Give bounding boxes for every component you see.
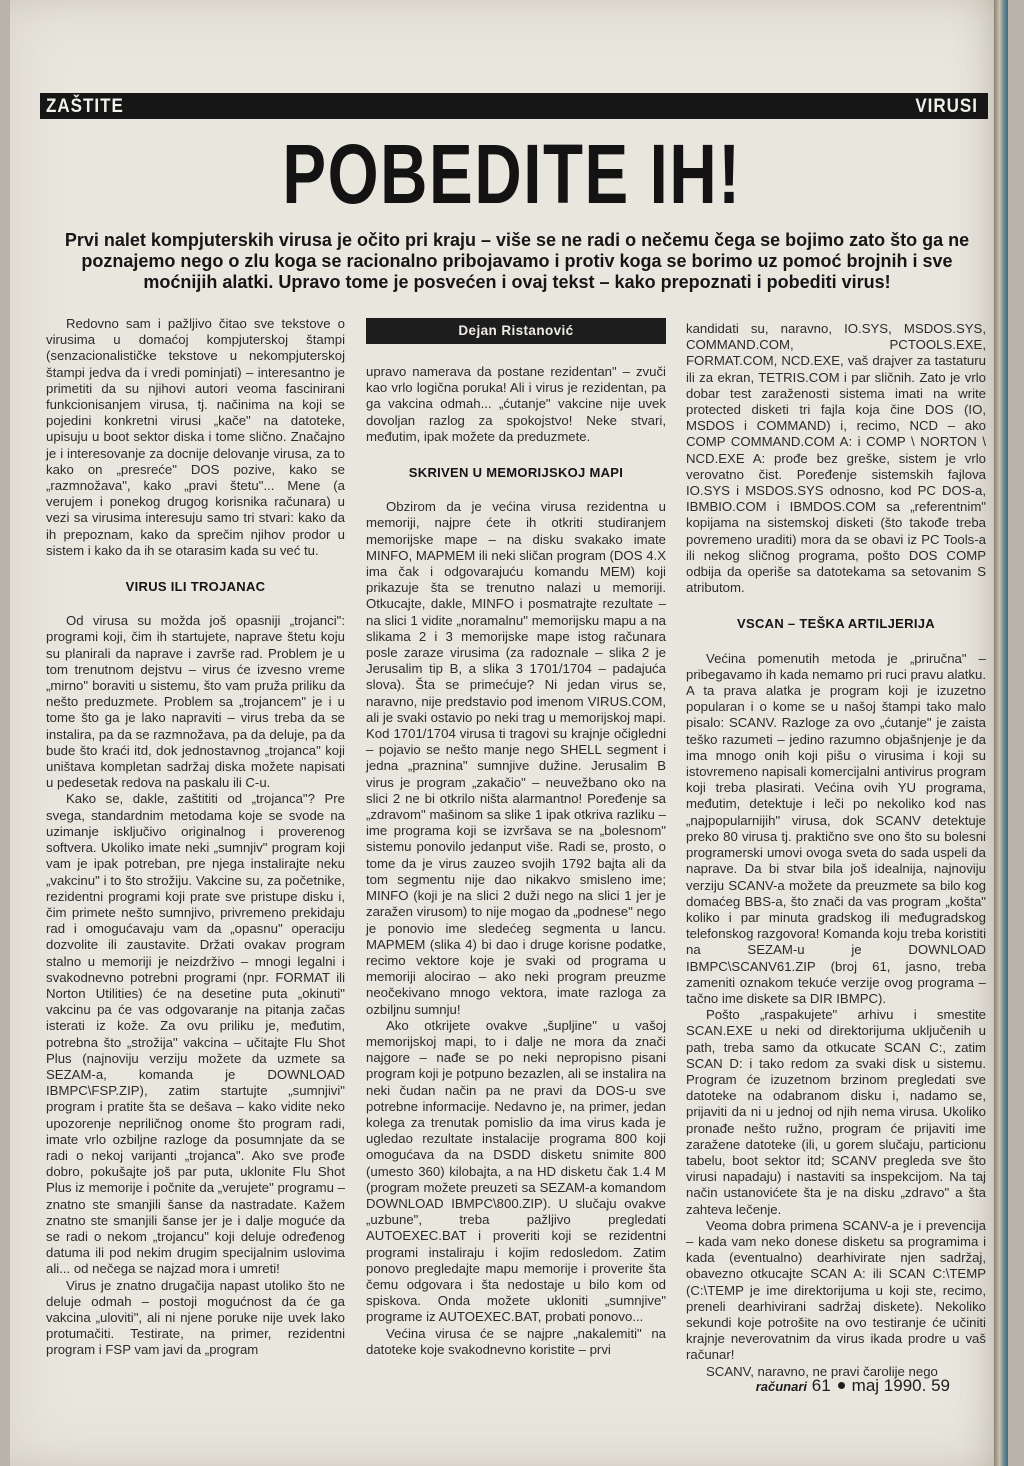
paragraph: Od virusa su možda još opasniji „trojanci": programi koji, čim ih startujete, naprave štetu koju su planirali da naprave i završe rad. Problem je u tom trenutnom dejstvu – virus će izvesno vreme „mirno" boraviti u sistemu, što vam pruža priliku da nešto preduzmete. Problem sa „trojancem" je i u tome što ga je lako napraviti – virus treba da se instalira, pa da se razmnožava, pa da deluje, pa da bude što kraći itd, dok jednostavnog „trojanca" koji uništava kompletan sadržaj diska možete napisati u pedesetak redova na paskalu ili C-u. (46, 613, 345, 791)
paragraph: Obzirom da je većina virusa rezidentna u memoriji, najpre ćete ih otkriti studiranjem memorijske mape – na disku svakako imate MINFO, MAPMEM ili neki sličan program (DOS 4.X ima čak i odgovarajuću komandu MEM) koji prikazuje šta se trenutno nalazi u memoriji. Otkucajte, dakle, MINFO i posmatrajte rezultate – na slici 1 vidite „noramalnu" memorijsku mapu a na slikama 2 i 3 memorijske mape istog računara posle zaraze virusima (za radoznale – slika 2 je Jerusalim tip B, a slika 3 1701/1704 – padajuća slova). Šta se primećuje? Ni jedan virus se, naravno, nije predstavio pod imenom VIRUS.COM, ali je svaki ostavio po neki trag u memorijskoj mapi. Kod 1701/1704 virusa ti tragovi su krajnje očigledni – pojavio se nešto manje nego SHELL segment i jedna „praznina" sumnjive dužine. Jerusalim B virus je program „zakačio" – neuvežbano oko na slici 2 ne bi otkrilo ništa alarmantno! Poređenje sa „zdravom" mašinom sa slike 1 ipak otkriva razliku – ime programa koji se izvršava se na „bolesnom" sistemu ponovilo jedanput više. Radi se, prosto, o tome da je virus zauzeo svojih 1792 bajta ali da tom segmentu nije dao nikakvo smisleno ime; MINFO (koji je na slici 2 duži nego na slici 1 jer je zaražen virusom) to nije mogao da „podnese" nego je ponovio ime sledećeg segmenta u lancu. MAPMEM (slika 4) bi dao i druge korisne podatke, recimo vektore koje je svaki od programa u memoriji alocirao – ako neki program preuzme neočekivano mnogo vektora, imate razloga za ozbiljnu sumnju! (366, 499, 666, 1017)
article-lead: Prvi nalet kompjuterskih virusa je očito pri kraju – više se ne radi o nečemu čega se bojimo zato što ga ne poznajemo nego o zlu koga se racionalno pribojavamo i protiv koga se borimo uz pomoć brojnih i sve moćnijih alatki. Upravo tome je posvećen i ovaj tekst – kako prepoznati i pobediti virus! (64, 230, 970, 292)
page-edge (994, 0, 1008, 1466)
section-label-right: VIRUSI (915, 94, 978, 117)
paragraph: Pošto „raspakujete" arhivu i smestite SCAN.EXE u neki od direktorijuma uključenih u path, treba samo da otkucate SCAN C:, zatim SCAN D: i tako redom za svaki disk u sistemu. Program će izuzetnom brzinom pregledati sve datoteke na odabranom disku i, nadamo se, prijaviti da ni u jednoj od njih nema virusa. Ukoliko pronađe nešto ružno, program će prijaviti ime zaražene datoteke (ili, u gorem slučaju, particionu tabelu, boot sektor itd; SCANV pregleda sve što virusi napadaju) i nastaviti sa inspekcijom. Na taj način ustanovićete šta je na disku „zdravo" a šta zahteva lečenje. (686, 1007, 986, 1217)
paragraph: Ako otkrijete ovakve „šupljine" u vašoj memorijskoj mapi, to i dalje ne mora da znači najgore – nađe se po neki nepropisno pisani program koji je potpuno bezazlen, ali se instalira na neki čudan način pa ne pravi da DOS-u sve potrebne informacije. Nedavno je, na primer, jedan kolega za trenutak pomislio da ima virus kada je ugledao rezultate instalacije programa 800 koji omogućava da na DSDD disketu snimite 800 (umesto 360) kilobajta, a na HD disketu čak 1.4 M (program možete preuzeti sa SEZAM-a komandom DOWNLOAD IBMPC\800.ZIP). U slučaju ovakve „uzbune", treba pažljivo pregledati AUTOEXEC.BAT i proveriti koji se rezidentni programi instaliraju i kojim redosledom. Zatim ponovo pregledajte mapu memorije i proverite šta čemu odgovara i šta nedostaje u bilo kom od spiskova. Onda možete ukloniti „sumnjive" programe iz AUTOEXEC.BAT, probati ponovo... (366, 1017, 666, 1325)
page-footer (756, 1376, 950, 1396)
subheading: VSCAN – TEŠKA ARTILJERIJA (737, 616, 935, 632)
issue-date: maj 1990. (851, 1376, 927, 1395)
bullet-icon (838, 1382, 845, 1389)
magazine-name: računari (755, 1379, 808, 1394)
subheading: SKRIVEN U MEMORIJSKOJ MAPI (408, 465, 624, 481)
paragraph: SCANV, naravno, ne pravi čarolije nego (706, 1363, 938, 1379)
column-2 (366, 318, 666, 1358)
section-label-left: ZAŠTITE (46, 94, 124, 117)
column-3 (686, 321, 986, 1380)
paragraph: Redovno sam i pažljivo čitao sve tekstove o virusima u domaćoj kompjuterskoj štampi (senzacionalističke tekstove u nekompjuterskoj štampi jedva da i vredi pominjati) – interesantno je primetiti da su njihovi autori veoma fascinirani funkcionisanjem virusa, tj. načinima na koji se pojedini konkretni virusi „kače" na datoteke, upisuju u boot sektor diska i tome slično. Značajno je i interesovanje za docnije delovanje virusa, za to kako on „presreće" DOS pozive, kako se „razmnožava", kako „pravi štetu"... Mene (a verujem i ponekog drugog korisnika računara) u vezi sa virusima interesuju samo tri stvari: kako da ih prepoznam, kako da sprečim njihov prodor u sistem i kako da ih se otarasim kada su već tu. (46, 316, 345, 558)
magazine-page (10, 0, 1008, 1466)
paragraph: Kako se, dakle, zaštititi od „trojanca"? Pre svega, standardnim metodama koje se svode na uzimanje isključivo originalnog i proverenog softvera. Ukoliko imate neki „sumnjiv" program koji vam je ipak potreban, pre njega instalirajte neku „vakcinu" i to što strožiju. Vakcine su, za početnike, rezidentni programi koji prate sve pristupe disku i, čim primete nešto sumnjivo, privremeno prekidaju rad i omogućavaju vam da „opasnu" operaciju dozvolite ili zaustavite. Držati ovakav program stalno u memoriji je neizdrživo – mnogi legalni i svakodnevno potrebni programi (npr. FORMAT ili Norton Utilities) će na desetine puta „okinuti" vakcinu pa će vas odgovaranje na pitanja začas isterati iz kože. Za ovu priliku je, međutim, potrebna što „strožija" vakcina – učitajte Flu Shot Plus (najnoviju verziju možete da uzmete sa SEZAM-a, komanda je DOWNLOAD IBMPC\FSP.ZIP), zatim startujte „sumnjivi" program i pratite šta se dešava – kako vidite neko upozorenje nepriličnog onome što program radi, imate vrlo ozbiljne razloge da posumnjate da se radi o nekoj varijanti „trojanca". Ako sve prođe dobro, pokušajte još par puta, uklonite Flu Shot Plus iz memorije i počnite da „verujete" programu – znatno ste smanjili šanse da nastradate. Kažem znatno ste smanjili šanse jer je i dalje moguće da se radi o nekom „trojancu" koji deluje određenog datuma ili pod nekim drugim specijalnim uslovima ali... od nečega se najzad mora i umreti! (46, 791, 345, 1277)
paragraph: Virus je znatno drugačija napast utoliko što ne deluje odmah – postoji mogućnost da će ga vakcina „uloviti", ali ni njene poruke nije uvek lako protumačiti. Testirate, na primer, rezidentni program i FSP vam javi da „program (46, 1277, 345, 1358)
issue-number: 61 (811, 1376, 831, 1395)
paragraph: Većina virusa će se najpre „nakalemiti" na datoteke koje svakodnevno koristite – prvi (366, 1325, 666, 1357)
paragraph: Većina pomenutih metoda je „priručna" – pribegavamo ih kada nemamo pri ruci pravu alatku. A ta prava alatka je program koji je izuzetno popularan i o kome se u našoj štampi tako malo pisalo: SCANV. Razloge za ovo „ćutanje" je zaista teško razumeti – jedino razumno objašnjenje je da ima mnogo onih koji pišu o virusima i koji su istovremeno napisali komercijalni antivirus program koji treba plasirati. Većina ovih YU programa, međutim, detektuje i leči po nekoliko kod nas „najpopularnijih" virusa, dok SCANV detektuje preko 80 virusa tj. praktično sve ono što su bolesni programerski umovi ovoga sveta do sada uspeli da naprave. Da bi stvar bila još idealnija, najnoviju verziju SCANV-a možete da preuzmete sa bilo kog domaćeg BBS-a, što znači da vas program „košta" koliko i par minuta gradskog ili međugradskog telefonskog razgovora! Komanda koju treba koristiti na SEZAM-u je DOWNLOAD IBMPC\SCANV61.ZIP (broj 61, jasno, treba zameniti oznakom tekuće verzije ovog programa – tačno ime diskete sa DIR IBMPC). (686, 650, 986, 1006)
paragraph: Veoma dobra primena SCANV-a je i prevencija – kada vam neko donese disketu sa programima i kada (eventualno) dearhivirate njen sadržaj, obavezno otkucajte SCAN A: ili SCAN C:\TEMP (C:\TEMP je ime direktorijuma u koji ste, recimo, preneli dearhivirani sadržaj diskete). Nekoliko sekundi koje potrošite na ovo testiranje će učiniti krajnje neverovatnim da virus ikada prodre u vaš računar! (686, 1217, 986, 1363)
paragraph: upravo namerava da postane rezidentan" – zvuči kao vrlo logična poruka! Ali i virus je rezidentan, pa ga vakcina odmah... „ćutanje" vakcine nije uvek dovoljan razlog za spokojstvo! Neke stvari, međutim, ipak možete da preduzmete. (366, 364, 666, 444)
author-byline: Dejan Ristanović (366, 318, 666, 344)
subheading: VIRUS ILI TROJANAC (125, 579, 266, 595)
article-title: POBEDITE IH! (282, 127, 742, 221)
section-band (40, 93, 988, 119)
page-number: 59 (931, 1376, 950, 1395)
column-1 (46, 316, 345, 1359)
paragraph: kandidati su, naravno, IO.SYS, MSDOS.SYS, COMMAND.COM, PCTOOLS.EXE, FORMAT.COM, NCD.EXE, vaš drajver za tastaturu ili za ekran, TETRIS.COM i par sličnih. Zato je vrlo dobar test zaraženosti sistema imati na write protected disketi tri fajla koja čine DOS (IO, MSDOS i COMMAND) i, recimo, NCD – ako COMP COMMAND.COM A: i COMP \ NORTON \ NCD.EXE A: prođe bez greške, sistem je vrlo verovatno čist. Poređenje sistemskih fajlova IO.SYS i MSDOS.SYS odnosno, kod PC DOS-a, IBMBIO.COM i IBMDOS.COM sa „referentnim" kopijama na sistemskoj disketi (što takođe treba povremeno uraditi) mora da se obavi iz PC Tools-a ili nekog sličnog programa, pošto DOS COMP odbija da operiše sa datotekama sa setovanim S atributom. (686, 321, 986, 596)
